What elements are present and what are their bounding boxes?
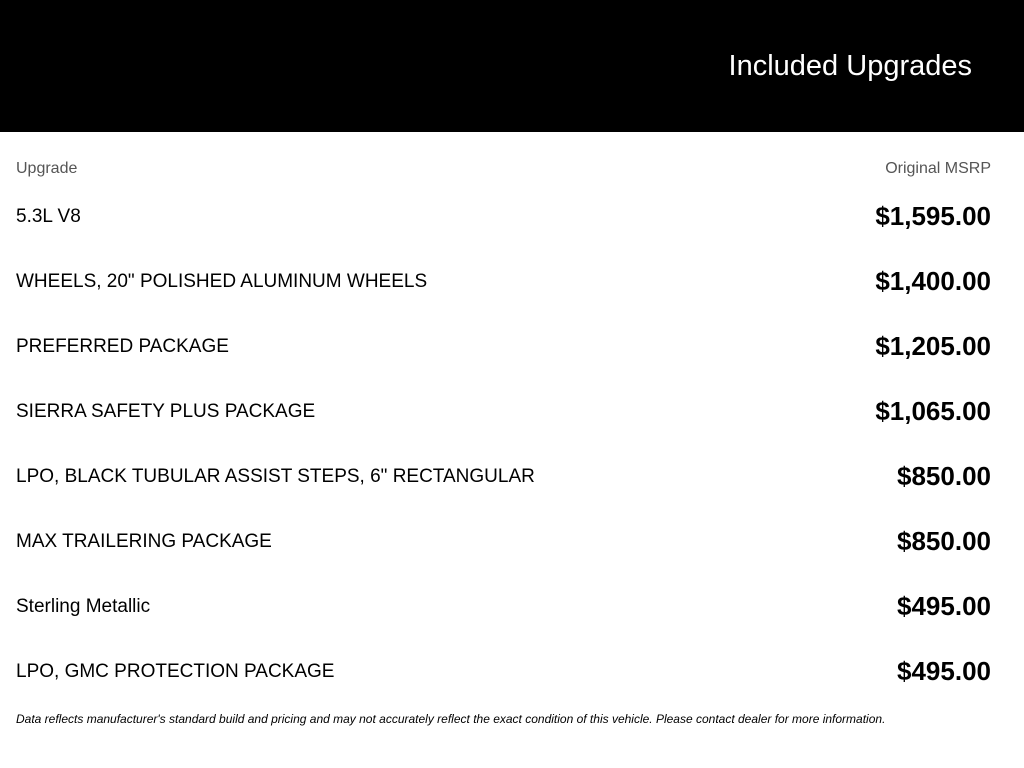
upgrade-price: $1,065.00 [875,396,991,426]
upgrade-price: $1,400.00 [875,266,991,296]
upgrade-name: 5.3L V8 [16,206,81,227]
upgrade-price: $850.00 [897,526,991,556]
upgrades-list [16,184,991,704]
upgrade-name: Sterling Metallic [16,596,151,617]
upgrade-price: $495.00 [897,591,991,621]
upgrade-price: $1,205.00 [875,331,991,361]
column-headers [16,158,991,180]
upgrade-price: $1,595.00 [875,201,991,231]
list-item [16,184,991,249]
list-item [16,379,991,444]
disclaimer-text: Data reflects manufacturer's standard build and pricing and may not accurately reflect the exact condition of this vehicle. Please contact dealer for more information. [16,712,886,726]
upgrade-name: WHEELS, 20" POLISHED ALUMINUM WHEELS [16,271,428,292]
list-item [16,444,991,509]
upgrade-name: MAX TRAILERING PACKAGE [16,531,272,552]
list-item [16,639,991,704]
list-item [16,249,991,314]
list-item [16,574,991,639]
page-title: Included Upgrades [728,50,972,82]
list-item [16,314,991,379]
upgrade-price: $850.00 [897,461,991,491]
list-item [16,509,991,574]
upgrade-name: LPO, GMC PROTECTION PACKAGE [16,661,335,682]
header-bar [0,0,1024,132]
column-header-upgrade: Upgrade [16,160,78,177]
column-header-msrp: Original MSRP [885,160,991,177]
upgrade-name: SIERRA SAFETY PLUS PACKAGE [16,401,316,422]
upgrade-name: LPO, BLACK TUBULAR ASSIST STEPS, 6" RECTANGULAR [16,466,535,487]
upgrade-name: PREFERRED PACKAGE [16,336,229,357]
upgrade-price: $495.00 [897,656,991,686]
